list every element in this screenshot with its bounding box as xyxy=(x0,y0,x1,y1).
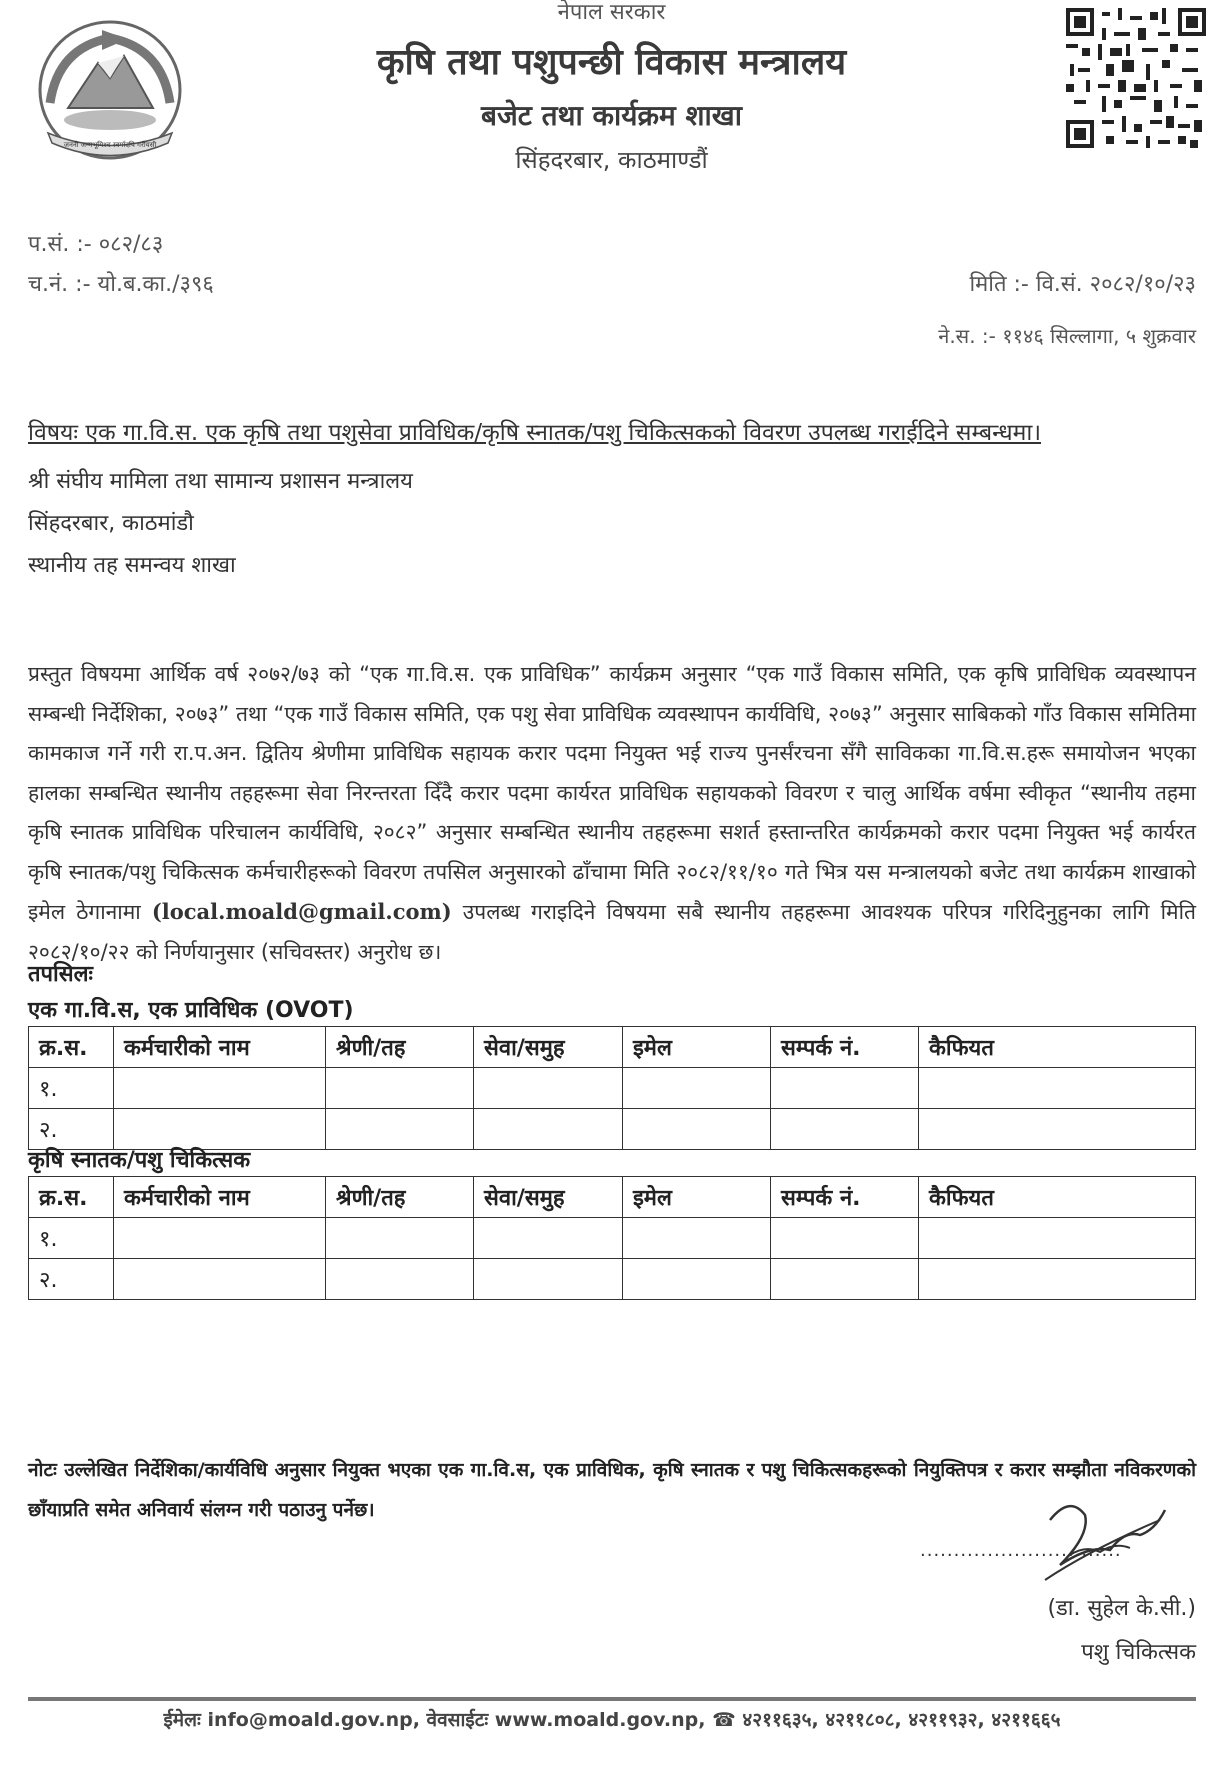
col-header: इमेल xyxy=(623,1027,771,1068)
col-header: क्र.स. xyxy=(29,1027,114,1068)
col-header: कैफियत xyxy=(919,1177,1196,1218)
col-header: सेवा/समुह xyxy=(474,1027,623,1068)
chalani-number: च.नं. :- यो.ब.का./३९६ xyxy=(28,272,214,297)
table-cell xyxy=(771,1218,919,1259)
table-cell xyxy=(114,1218,326,1259)
email-link[interactable]: (local.moald@gmail.com) xyxy=(151,899,452,924)
letter-subject: विषयः एक गा.वि.स. एक कृषि तथा पशुसेवा प्राविधिक/कृषि स्नातक/पशु चिकित्सकको विवरण उपलब्ध गराईदिने सम्बन्धमा। xyxy=(28,420,1042,446)
col-header: सेवा/समुह xyxy=(474,1177,623,1218)
body-text-2: उपलब्ध गराइदिने विषयमा सबै स्थानीय तहहरूमा आवश्यक परिपत्र गरिदिनुहुनका लागि मिति २०८२/१०/२२ को निर्णयानुसार (सचिवस्तर) अनुरोध छ। xyxy=(28,900,1196,964)
table-cell xyxy=(326,1109,474,1150)
table-cell xyxy=(623,1218,771,1259)
col-header: श्रेणी/तह xyxy=(326,1177,474,1218)
col-header: सम्पर्क नं. xyxy=(771,1027,919,1068)
tapasil-label: तपसिलः xyxy=(28,962,93,987)
table-row xyxy=(29,1068,1196,1109)
svg-text:जननी जन्मभूमिश्च स्वर्गादपि गर: जननी जन्मभूमिश्च स्वर्गादपि गरीयसी xyxy=(63,141,157,149)
signatory-designation: पशु चिकित्सक xyxy=(1081,1640,1196,1665)
table-cell xyxy=(771,1109,919,1150)
table2-title: कृषि स्नातक/पशु चिकित्सक xyxy=(28,1148,251,1173)
col-header: श्रेणी/तह xyxy=(326,1027,474,1068)
col-header: कर्मचारीको नाम xyxy=(114,1177,326,1218)
signature-line: .............................. xyxy=(920,1540,1122,1561)
table-row xyxy=(29,1218,1196,1259)
col-header: कैफियत xyxy=(919,1027,1196,1068)
table-cell xyxy=(474,1259,623,1300)
col-header: क्र.स. xyxy=(29,1177,114,1218)
footer-divider xyxy=(28,1697,1196,1701)
addressee-section: स्थानीय तह समन्वय शाखा xyxy=(28,553,236,578)
table-cell xyxy=(326,1259,474,1300)
date: मिति :- वि.सं. २०८२/१०/२३ xyxy=(969,272,1196,297)
table-cell xyxy=(623,1259,771,1300)
col-header: सम्पर्क नं. xyxy=(771,1177,919,1218)
table-cell xyxy=(326,1218,474,1259)
ovot-table xyxy=(28,1026,1196,1150)
col-header: कर्मचारीको नाम xyxy=(114,1027,326,1068)
row-number: २. xyxy=(29,1259,114,1300)
table-cell xyxy=(114,1259,326,1300)
col-header: इमेल xyxy=(623,1177,771,1218)
patra-sankhya: प.सं. :- ०८२/८३ xyxy=(28,232,164,257)
office-location: सिंहदरबार, काठमाण्डौं xyxy=(515,146,708,174)
table-cell xyxy=(919,1259,1196,1300)
table-cell xyxy=(623,1109,771,1150)
table-cell xyxy=(919,1218,1196,1259)
table-cell xyxy=(771,1259,919,1300)
table-header-row xyxy=(29,1177,1196,1218)
row-number: १. xyxy=(29,1218,114,1259)
table-cell xyxy=(623,1068,771,1109)
table-cell xyxy=(114,1068,326,1109)
table-cell xyxy=(474,1218,623,1259)
graduate-table xyxy=(28,1176,1196,1300)
ministry-name: कृषि तथा पशुपन्छी विकास मन्त्रालय xyxy=(376,42,847,83)
signatory-name: (डा. सुहेल के.सी.) xyxy=(1047,1596,1196,1621)
addressee-ministry: श्री संघीय मामिला तथा सामान्य प्रशासन मन्त्रालय xyxy=(28,469,413,494)
table1-title: एक गा.वि.स, एक प्राविधिक (OVOT) xyxy=(28,998,354,1023)
table-header-row xyxy=(29,1027,1196,1068)
table-cell xyxy=(919,1068,1196,1109)
row-number: १. xyxy=(29,1068,114,1109)
table-cell xyxy=(326,1068,474,1109)
table-cell xyxy=(919,1109,1196,1150)
footer-contact: ईमेलः info@moald.gov.np, वेवसाईटः www.moald.gov.np, ☎ ४२११६३५, ४२११८०८, ४२११९३२, ४२११६६५ xyxy=(163,1709,1061,1731)
letter-body xyxy=(28,655,1196,972)
table-cell xyxy=(474,1109,623,1150)
table-cell xyxy=(474,1068,623,1109)
table-cell xyxy=(771,1068,919,1109)
footnote: नोटः उल्लेखित निर्देशिका/कार्यविधि अनुसार नियुक्त भएका एक गा.वि.स, एक प्राविधिक, कृषि स्नातक र पशु चिकित्सकहरूको नियुक्तिपत्र र करार सम्झौता नविकरणको छाँयाप्रति समेत अनिवार्य संलग्न गरी पठाउनु पर्नेछ। xyxy=(28,1459,1196,1521)
row-number: २. xyxy=(29,1109,114,1150)
section-name: बजेट तथा कार्यक्रम शाखा xyxy=(481,99,742,132)
table-row xyxy=(29,1259,1196,1300)
government-name: नेपाल सरकार xyxy=(557,0,666,25)
nepal-sambat-date: ने.स. :- ११४६ सिल्लागा, ५ शुक्रवार xyxy=(938,324,1196,348)
body-text-1: प्रस्तुत विषयमा आर्थिक वर्ष २०७२/७३ को “एक गा.वि.स. एक प्राविधिक” कार्यक्रम अनुसार “एक गाउँ विकास समिति, एक कृषि प्राविधिक व्यवस्थापन सम्बन्धी निर्देशिका, २०७३” तथा “एक गाउँ विकास समिति, एक पशु सेवा प्राविधिक व्यवस्थापन कार्यविधि, २०७३” अनुसार साबिकको गाँउ विकास समितिमा कामकाज गर्ने गरी रा.प.अन. द्वितिय श्रेणीमा प्राविधिक सहायक करार पदमा नियुक्त भई राज्य पुनर्संरचना सँगै साविकका गा.वि.स.हरू समायोजन भएका हालका सम्बन्धित स्थानीय तहहरूमा सेवा निरन्तरता दिँदै करार पदमा कार्यरत प्राविधिक सहायकको विवरण र चालु आर्थिक वर्षमा स्वीकृत “स्थानीय तहमा कृषि स्नातक प्राविधिक परिचालन कार्यविधि, २०८२” अनुसार सम्बन्धित स्थानीय तहहरूमा सशर्त हस्तान्तरित कार्यक्रमको करार पदमा नियुक्त भई कार्यरत कृषि स्नातक/पशु चिकित्सक कर्मचारीहरूको विवरण तपसिल अनुसारको ढाँचामा मिति २०८२/११/१० गते भित्र यस मन्त्रालयको बजेट तथा कार्यक्रम शाखाको इमेल ठेगानामा xyxy=(28,662,1197,924)
addressee-location: सिंहदरबार, काठमांडौ xyxy=(28,511,194,536)
